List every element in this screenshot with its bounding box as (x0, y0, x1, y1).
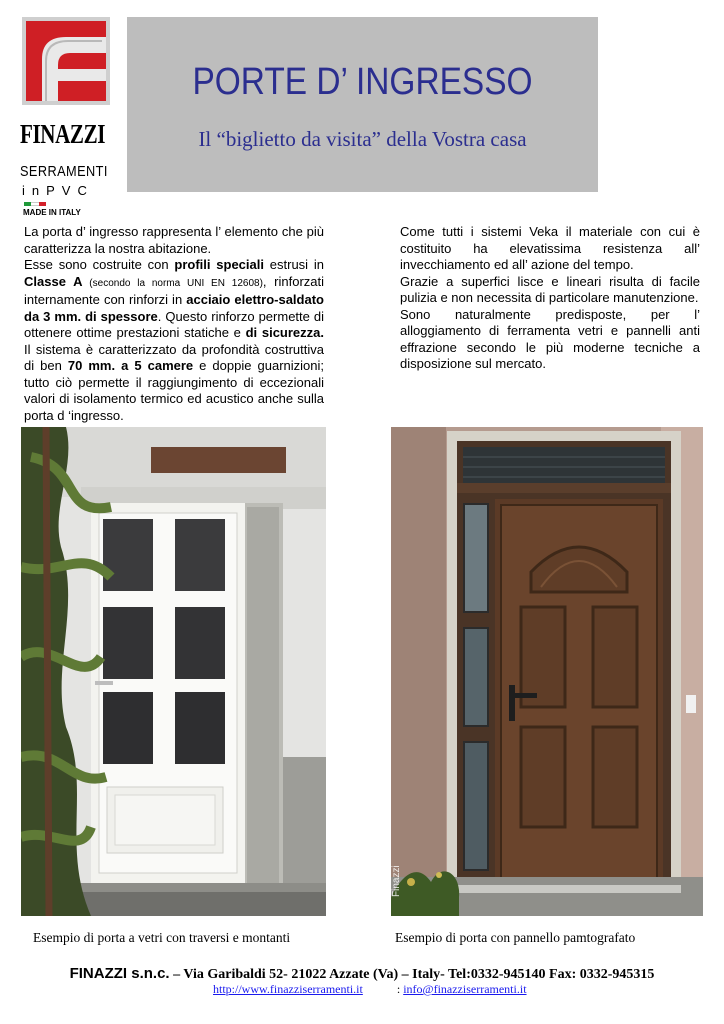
footer-separator: : (396, 982, 401, 996)
cleaning-paragraph: Grazie a superfici lisce e lineari risulta di facile pulizia e non necessita di particolare manutenzione. (400, 273, 700, 305)
logo-pvc-text: inPVC (22, 183, 94, 198)
footer-address: – Via Garibaldi 52- 21022 Azzate (Va) – Italy- Tel:0332-945140 Fax: 0332-945315 (169, 967, 655, 982)
email-link[interactable]: info@finazziserramenti.it (403, 982, 527, 996)
construction-paragraph: Esse sono costruite con profili speciali estrusi in Classe A (secondo la norma UNI EN 12608), rinforzati internamente con rinforzi in acciaio elettro-saldato da 3 mm. di spessore. Questo rinforzo permette di ottenere ottime prestazioni statiche e di sicurezza. Il sistema è caratterizzato da profondità costruttiva di ben 70 mm. a 5 camere e doppie guarnizioni; tutto ciò permette il raggiungimento di eccezionali valori di isolamento termico ed acustico anche sulla porta d ‘ingresso. (24, 257, 325, 423)
logo-subtitle: SERRAMENTI (20, 163, 108, 180)
page-subtitle: Il “biglietto da visita” della Vostra casa (198, 127, 527, 151)
website-link[interactable]: http://www.finazziserramenti.it (213, 982, 363, 996)
right-photo-caption: Esempio di porta con pannello pamtografato (395, 930, 636, 945)
footer-company-name: FINAZZI s.n.c. (69, 965, 170, 982)
logo-brand-text: FINAZZI (20, 119, 106, 149)
photo-watermark: Finazzi (391, 865, 402, 897)
footer-contact-line (0, 965, 724, 983)
left-text-column (24, 224, 324, 424)
italian-flag-icon (24, 202, 46, 206)
left-photo-caption: Esempio di porta a vetri con traversi e montanti (33, 930, 291, 945)
wooden-panel-door-photo (391, 427, 703, 916)
white-glass-door-photo (21, 427, 326, 916)
intro-paragraph: La porta d’ ingresso rappresenta l’ elemento che più caratterizza la nostra abitazione. (24, 224, 324, 256)
durability-paragraph: Come tutti i sistemi Veka il materiale con cui è costituito ha elevatissima resistenza all’ invecchiamento ed all’ azione del tempo. (400, 224, 700, 272)
footer-links (213, 982, 527, 997)
company-logo (20, 17, 114, 217)
page-title: PORTE D’ INGRESSO (192, 61, 533, 103)
right-text-column (400, 224, 700, 373)
made-in-italy-label: MADE IN ITALY (23, 208, 81, 217)
header-banner (127, 17, 598, 192)
security-paragraph: Sono naturalmente predisposte, per l’ alloggiamento di ferramenta vetri e pannelli anti effrazione secondo le più moderne tecniche a disposizione sul mercato. (400, 306, 700, 371)
logo-mark-icon (22, 17, 110, 105)
